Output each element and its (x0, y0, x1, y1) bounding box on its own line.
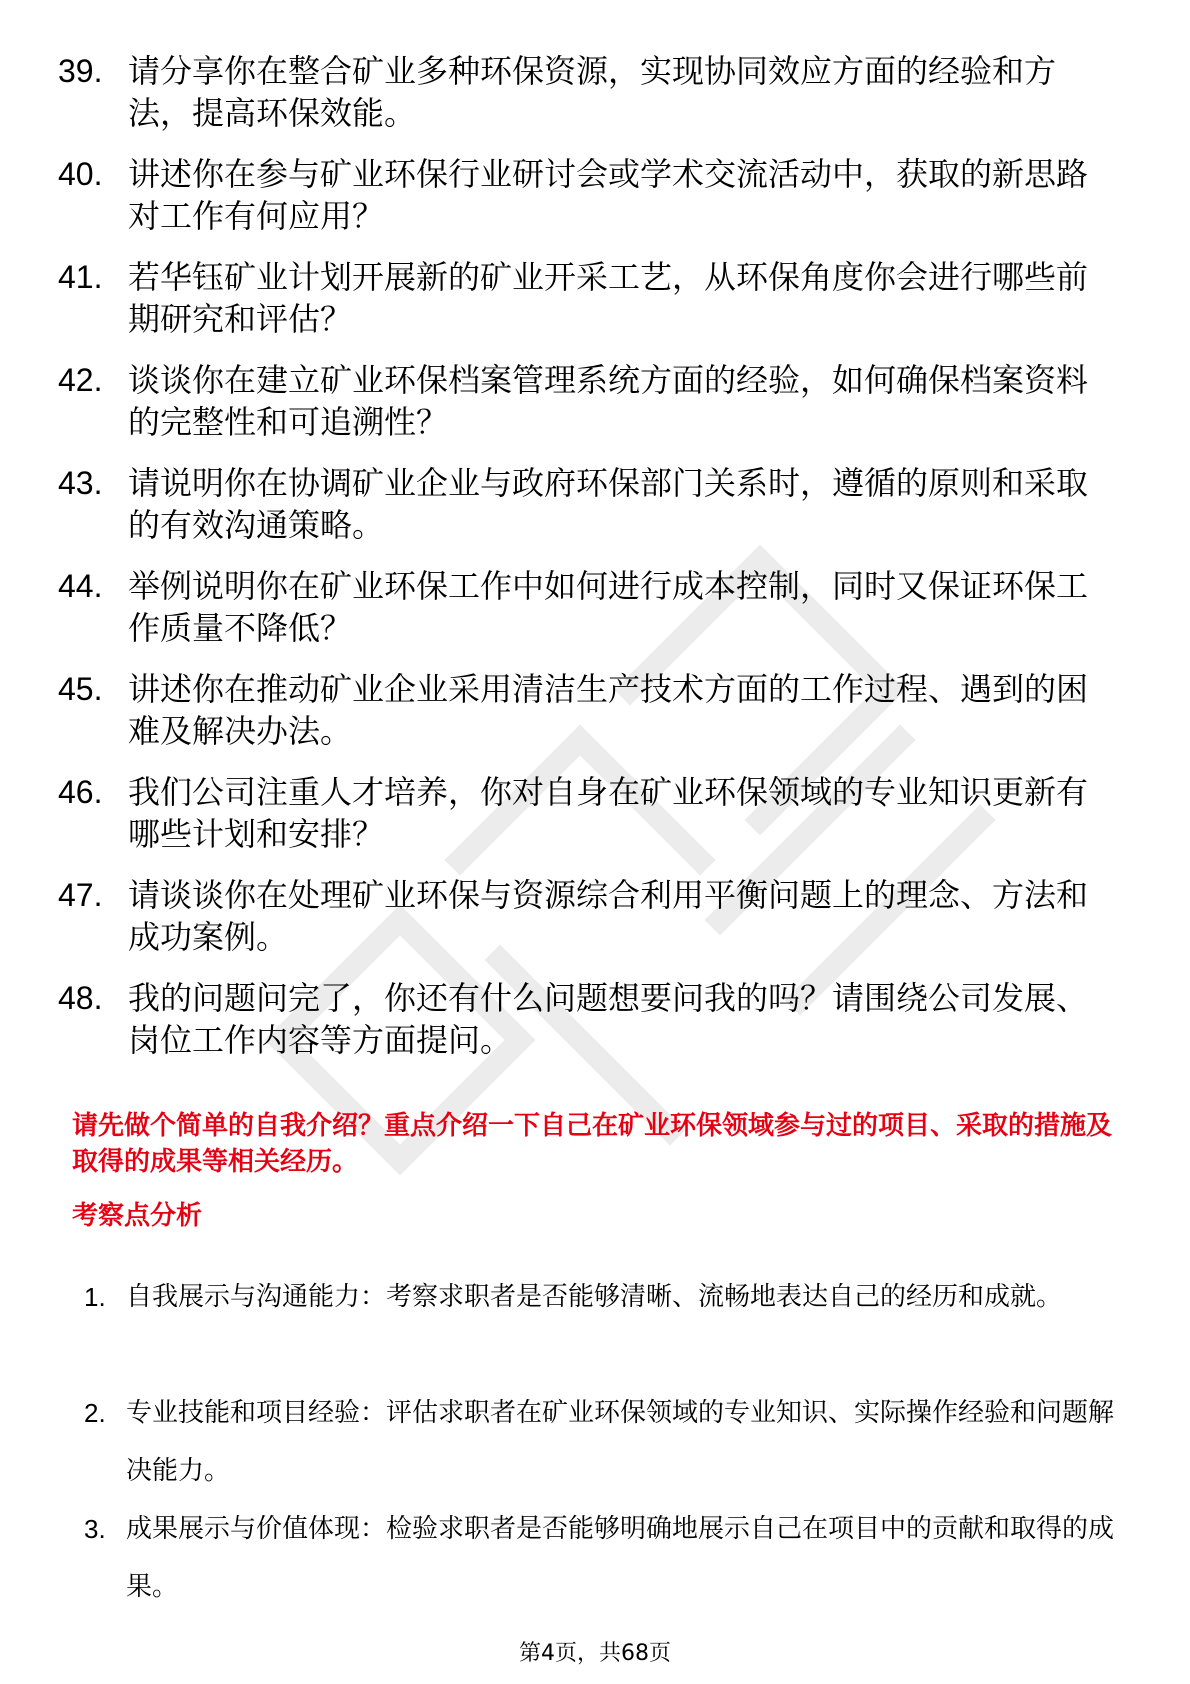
highlight-question: 请先做个简单的自我介绍？重点介绍一下自己在矿业环保领域参与过的项目、采取的措施及取得的成果等相关经历。 (72, 1111, 1113, 1177)
question-number: 44. (58, 568, 103, 604)
question-number: 40. (58, 156, 103, 192)
question-text: 我的问题问完了，你还有什么问题想要问我的吗？请围绕公司发展、岗位工作内容等方面提问。 (128, 979, 1089, 1059)
question-number: 43. (58, 465, 103, 501)
analysis-text: 成果展示与价值体现：检验求职者是否能够明确地展示自己在项目中的贡献和取得的成果。 (126, 1514, 1115, 1602)
analysis-number: 3. (84, 1514, 106, 1544)
list-item (58, 771, 1118, 855)
question-number: 39. (58, 53, 103, 89)
list-item (58, 359, 1118, 443)
question-number: 45. (58, 671, 103, 707)
question-text: 讲述你在参与矿业环保行业研讨会或学术交流活动中，获取的新思路对工作有何应用？ (128, 155, 1089, 235)
list-item (58, 462, 1118, 546)
list-item (58, 668, 1118, 752)
analysis-list (84, 1268, 1124, 1616)
list-item (58, 256, 1118, 340)
list-item (58, 874, 1118, 958)
analysis-number: 2. (84, 1398, 106, 1428)
question-text: 若华钰矿业计划开展新的矿业开采工艺，从环保角度你会进行哪些前期研究和评估？ (128, 258, 1089, 338)
question-text: 请分享你在整合矿业多种环保资源，实现协同效应方面的经验和方法，提高环保效能。 (128, 52, 1057, 132)
question-number: 41. (58, 259, 103, 295)
question-text: 谈谈你在建立矿业环保档案管理系统方面的经验，如何确保档案资料的完整性和可追溯性？ (128, 361, 1089, 441)
analysis-text: 专业技能和项目经验：评估求职者在矿业环保领域的专业知识、实际操作经验和问题解决能力。 (126, 1398, 1115, 1486)
question-list (58, 50, 1118, 1080)
question-number: 46. (58, 774, 103, 810)
analysis-number: 1. (84, 1282, 106, 1312)
analysis-text: 自我展示与沟通能力：考察求职者是否能够清晰、流畅地表达自己的经历和成就。 (126, 1282, 1063, 1312)
question-text: 我们公司注重人才培养，你对自身在矿业环保领域的专业知识更新有哪些计划和安排？ (128, 773, 1089, 853)
list-item (84, 1268, 1124, 1384)
page-footer: 第4页，共68页 (519, 1641, 671, 1666)
analysis-title: 考察点分析 (72, 1201, 203, 1231)
question-text: 请谈谈你在处理矿业环保与资源综合利用平衡问题上的理念、方法和成功案例。 (128, 876, 1089, 956)
list-item (58, 977, 1118, 1061)
question-number: 48. (58, 980, 103, 1016)
question-text: 请说明你在协调矿业企业与政府环保部门关系时，遵循的原则和采取的有效沟通策略。 (128, 464, 1089, 544)
question-text: 举例说明你在矿业环保工作中如何进行成本控制，同时又保证环保工作质量不降低？ (128, 567, 1089, 647)
list-item (58, 50, 1118, 134)
question-number: 42. (58, 362, 103, 398)
list-item (58, 565, 1118, 649)
question-text: 讲述你在推动矿业企业采用清洁生产技术方面的工作过程、遇到的困难及解决办法。 (128, 670, 1089, 750)
list-item (58, 153, 1118, 237)
question-number: 47. (58, 877, 103, 913)
list-item (84, 1384, 1124, 1500)
list-item (84, 1500, 1124, 1616)
